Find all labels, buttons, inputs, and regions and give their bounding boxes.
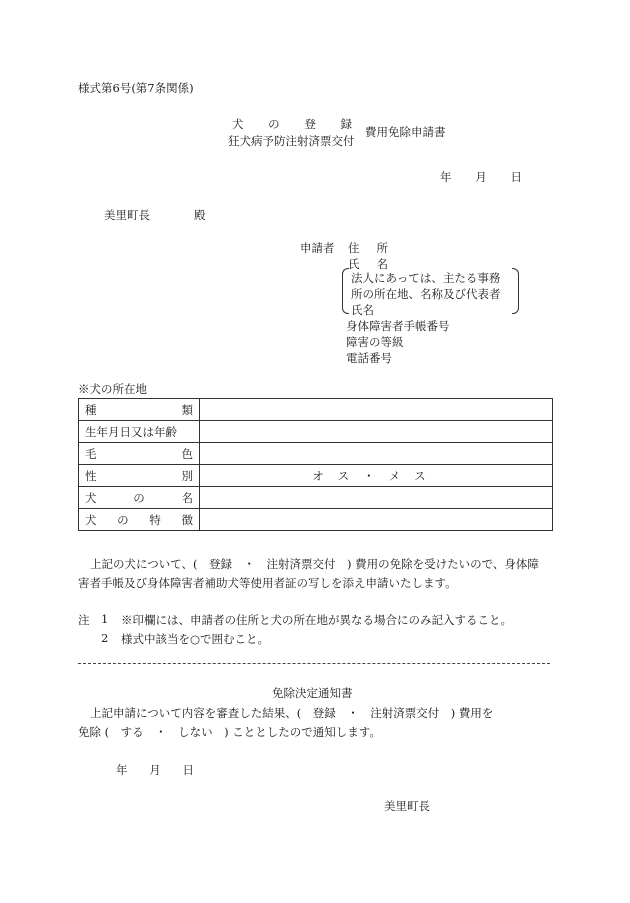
label-char: 生年月日又は年齢 xyxy=(85,424,177,439)
table-row xyxy=(79,443,553,465)
row-label xyxy=(79,487,200,509)
note-1-num: 1 xyxy=(101,612,109,626)
row-value xyxy=(200,509,553,531)
label-char: 性 xyxy=(85,468,97,483)
form-number: 様式第6号(第7条関係) xyxy=(78,81,194,95)
notice-signer: 美里町長 xyxy=(384,799,430,813)
title-line1 xyxy=(232,116,352,132)
title-char: 犬 xyxy=(232,117,244,131)
addressee-name: 美里町長 xyxy=(104,208,150,222)
note-2-text: 様式中該当を○で囲むこと。 xyxy=(121,632,270,646)
disability-book-no: 身体障害者手帳番号 xyxy=(346,319,450,333)
notice-date-year: 年 xyxy=(116,763,128,777)
label-char: 氏 xyxy=(348,257,360,271)
table-row xyxy=(79,465,553,487)
row-label xyxy=(79,399,200,421)
label-char: 毛 xyxy=(85,446,97,461)
row-value xyxy=(200,399,553,421)
label-char: 名 xyxy=(181,490,193,505)
date-day: 日 xyxy=(510,170,522,184)
label-char: 所 xyxy=(376,241,388,255)
statement-line2: 害者手帳及び身体障害者補助犬等使用者証の写しを添え申請いたします。 xyxy=(78,576,457,590)
title-char: 登 xyxy=(304,117,316,131)
label-char: 別 xyxy=(181,468,193,483)
row-value xyxy=(200,443,553,465)
applicant-label: 申請者 xyxy=(300,241,335,255)
addressee-honorific: 殿 xyxy=(194,208,206,222)
corporate-note-3: 氏名 xyxy=(351,303,374,317)
title-char: 録 xyxy=(340,117,352,131)
dog-location-label: ※犬の所在地 xyxy=(78,382,147,396)
notice-title: 免除決定通知書 xyxy=(272,686,353,700)
corporate-note-1: 法人にあっては、主たる事務 xyxy=(351,271,501,285)
label-char: 名 xyxy=(376,257,388,271)
date-month: 月 xyxy=(475,170,487,184)
phone-label: 電話番号 xyxy=(346,351,392,365)
statement-line1: 上記の犬について、( 登録 ・ 注射済票交付 ) 費用の免除を受けたいので、身体障 xyxy=(90,557,539,571)
row-label xyxy=(79,465,200,487)
label-char: 住 xyxy=(348,241,360,255)
label-char: 類 xyxy=(181,402,193,417)
table-row xyxy=(79,487,553,509)
row-label xyxy=(79,509,200,531)
table-row xyxy=(79,509,553,531)
note-2-num: 2 xyxy=(101,631,109,645)
label-char: 特 xyxy=(149,512,161,527)
note-1-text: ※印欄には、申請者の住所と犬の所在地が異なる場合にのみ記入すること。 xyxy=(121,613,512,627)
notice-date-day: 日 xyxy=(182,763,194,777)
table-row xyxy=(79,399,553,421)
notes-prefix: 注 xyxy=(78,613,90,627)
sex-value: オス・メス xyxy=(200,465,553,487)
row-value xyxy=(200,487,553,509)
row-label xyxy=(79,421,200,443)
notice-line2: 免除 ( する ・ しない ) こととしたので通知します。 xyxy=(78,725,381,739)
label-char: 犬 xyxy=(85,512,97,527)
row-label xyxy=(79,443,200,465)
table-row xyxy=(79,421,553,443)
date-line xyxy=(440,169,522,185)
notice-date xyxy=(116,762,194,778)
label-char: 種 xyxy=(85,402,97,417)
applicant-address-label xyxy=(348,240,388,256)
label-char: の xyxy=(133,490,145,505)
row-value xyxy=(200,421,553,443)
notice-date-month: 月 xyxy=(149,763,161,777)
title-char: の xyxy=(268,117,280,131)
date-year: 年 xyxy=(440,170,452,184)
title-line2: 狂犬病予防注射済票交付 xyxy=(228,134,355,148)
label-char: 徴 xyxy=(181,512,193,527)
left-paren xyxy=(342,268,349,314)
label-char: の xyxy=(117,512,129,527)
label-char: 犬 xyxy=(85,490,97,505)
corporate-note-2: 所の所在地、名称及び代表者 xyxy=(351,287,501,301)
label-char: 色 xyxy=(181,446,193,461)
cut-line-divider xyxy=(78,663,550,664)
title-suffix: 費用免除申請書 xyxy=(365,125,446,139)
dog-info-table xyxy=(78,398,553,531)
notice-line1: 上記申請について内容を審査した結果、( 登録 ・ 注射済票交付 ) 費用を xyxy=(90,706,494,720)
disability-grade: 障害の等級 xyxy=(346,335,404,349)
right-paren xyxy=(512,268,519,314)
